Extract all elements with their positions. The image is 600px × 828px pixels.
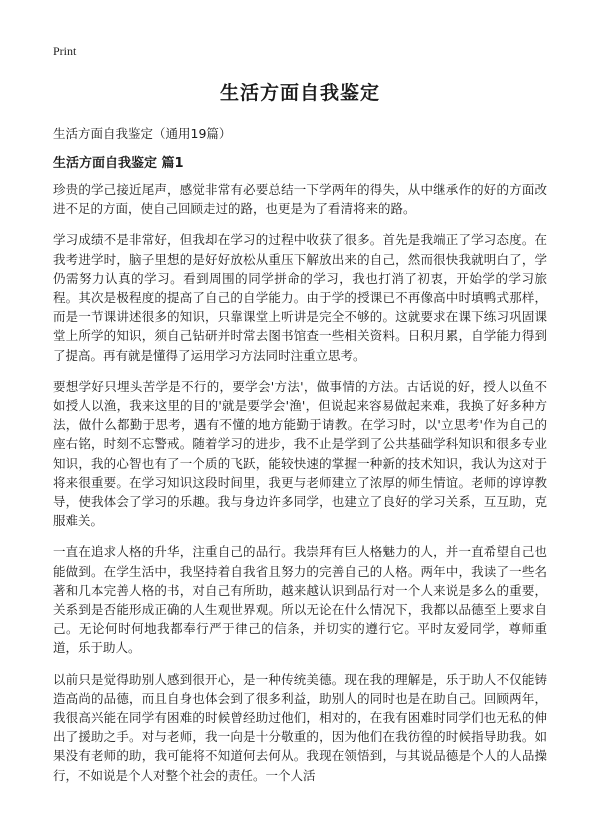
page-title: 生活方面自我鉴定	[219, 82, 380, 104]
paragraph: 学习成绩不是非常好，但我却在学习的过程中收获了很多。首先是我端正了学习态度。在我考进学时，脑子里想的是好好放松从重压下解放出来的自己，然而很快我就明白了，学仍需努力认真的学习。看到周围的同学拼命的学习，我也打消了初衷，开始学的学习旅程。其次是极程度的提高了自己的自学能力。由于学的授课已不再像高中时填鸭式那样，而是一节课讲述很多的知识，只靠课堂上听讲是完全不够的。这就要求在课下练习巩固课堂上所学的知识，须自己钻研并时常去图书馆查一些相关资料。日积月累，自学能力得到了提高。再有就是懂得了运用学习方法同时注重立思考。	[53, 232, 547, 363]
print-link[interactable]: Print	[53, 44, 77, 58]
paragraph: 以前只是觉得助别人感到很开心，是一种传统美德。现在我的理解是，乐于助人不仅能铸造高尚的品德，而且自身也体会到了很多利益，助别人的同时也是在助自己。回顾两年，我很高兴能在同学有困难的时候曾经助过他们，相对的，在我有困难时同学们也无私的伸出了援助之手。对与老师，我一向是十分敬重的，因为他们在我彷徨的时候指导助我。如果没有老师的助，我可能将不知道何去何从。我现在领悟到，与其说品德是个人的人品操行，不如说是个人对整个社会的责任。一个人活	[53, 671, 547, 783]
paragraph: 要想学好只埋头苦学是不行的，要学会'方法'，做事情的方法。古话说的好，授人以鱼不如授人以渔，我来这里的目的'就是要学会'渔'，但说起来容易做起来难，我换了好多种方法，做什么都勤于思考，遇有不懂的地方能勤于请教。在学习时，以'立思考'作为自己的座右铭，时刻不忘警戒。随着学习的进步，我不止是学到了公共基础学科知识和很多专业知识，我的心智也有了一个质的飞跃，能较快速的掌握一种新的技术知识，我认为这对于将来很重要。在学习知识这段时间里，我更与老师建立了浓厚的师生情谊。老师的谆谆教导，使我体会了学习的乐趣。我与身边许多同学，也建立了良好的学习关系，互互助，克服难关。	[53, 378, 547, 529]
section-heading: 生活方面自我鉴定 篇1	[53, 156, 184, 171]
paragraph: 珍贵的学己接近尾声，感觉非常有必要总结一下学两年的得失，从中继承作的好的方面改进不足的方面，使自己回顾走过的路，也更是为了看清将来的路。	[53, 182, 547, 217]
document-subtitle: 生活方面自我鉴定（通用19篇）	[53, 126, 232, 141]
paragraph: 一直在追求人格的升华，注重自己的品行。我崇拜有巨人格魅力的人，并一直希望自己也能做到。在学生活中，我坚持着自我省且努力的完善自己的人格。两年中，我读了一些名著和几本完善人格的书，对自己有所助，越来越认识到品行对一个人来说是多么的重要，关系到是否能形成正确的人生观世界观。所以无论在什么情况下，我都以品德至上要求自己。无论何时何地我都奉行严于律己的信条，并切实的遵行它。平时友爱同学，尊师重道，乐于助人。	[53, 544, 547, 656]
document-body	[53, 180, 547, 797]
